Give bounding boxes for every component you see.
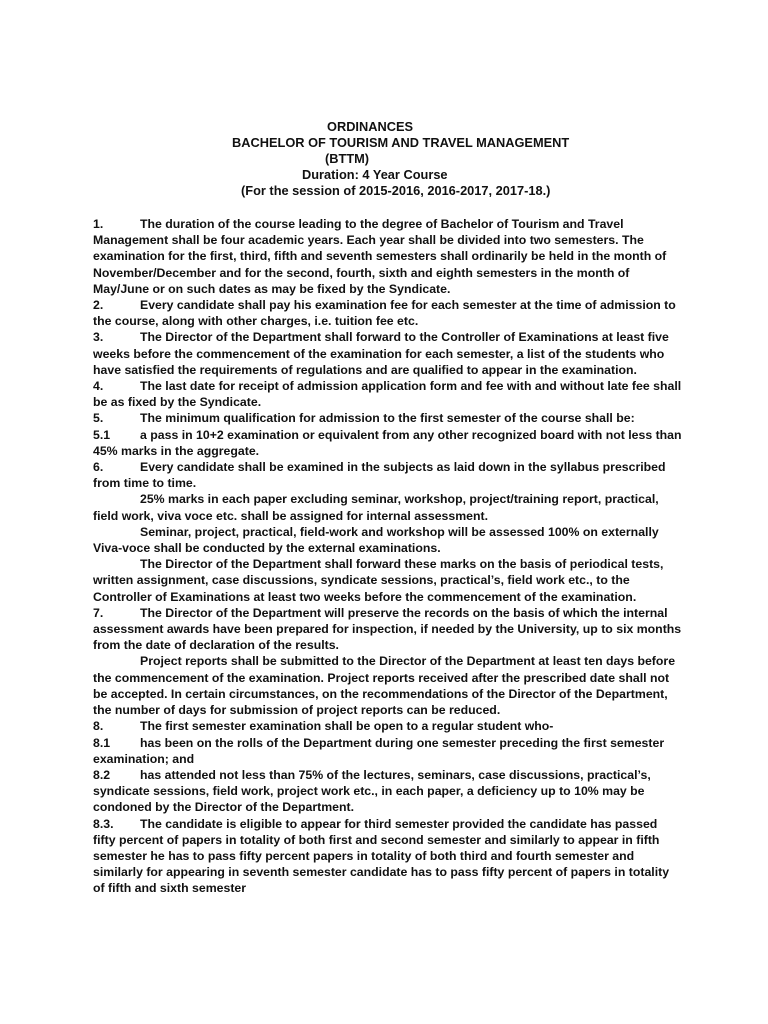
clause-text: has attended not less than 75% of the lectures, seminars, case discussions, practical’s, syndicate sessions, field work, project work etc., in each paper, a deficiency up to 10% may be condoned by the Director of the Department. [93, 767, 651, 815]
ordinance-clauses [93, 216, 683, 897]
clause-text: The Director of the Department will preserve the records on the basis of which the internal assessment awards have been prepared for inspection, if needed by the University, up to six months from the date of declaration of the results. [93, 605, 682, 653]
clause-5-1 [93, 427, 683, 459]
clause-6 [93, 459, 683, 491]
clause-text: Seminar, project, practical, field-work and workshop will be assessed 100% on externally Viva-voce shall be conducted by the external examinations. [93, 524, 659, 556]
clause-8 [93, 718, 683, 734]
clause-6-internal-assessment [93, 491, 683, 523]
clause-number: 5.1 [93, 427, 111, 442]
clause-number: 1. [93, 217, 104, 231]
clause-text: has been on the rolls of the Department during one semester preceding the first semester examination; and [93, 735, 665, 766]
clause-6-forward-marks [93, 556, 683, 605]
clause-number: 3. [93, 330, 104, 345]
clause-number: 7. [93, 605, 104, 620]
clause-text: The last date for receipt of admission application form and fee with and without late fee shall be as fixed by the Syndicate. [93, 379, 682, 410]
clause-6-external-assessment [93, 524, 683, 556]
clause-3 [93, 329, 683, 378]
clause-text: a pass in 10+2 examination or equivalent from any other recognized board with not less than 45% marks in the aggregate. [93, 427, 682, 458]
course-title: BACHELOR OF TOURISM AND TRAVEL MANAGEMENT [232, 135, 570, 150]
clause-text: The Director of the Department shall forward to the Controller of Examinations at least five weeks before the commencement of the examination for each semester, a list of the students who have satisfied the requirements of regulations and are qualified to appear in the examination. [93, 330, 669, 377]
clause-number: 8. [93, 719, 104, 734]
clause-2 [93, 297, 683, 329]
clause-text: The first semester examination shall be open to a regular student who- [140, 719, 554, 734]
clause-8-2 [93, 767, 683, 816]
clause-7-project-reports [93, 653, 683, 718]
clause-text: The minimum qualification for admission to the first semester of the course shall be: [140, 411, 635, 426]
clause-text: 25% marks in each paper excluding seminar, workshop, project/training report, practical, field work, viva voce etc. shall be assigned for internal assessment. [93, 492, 659, 523]
clause-text: Project reports shall be submitted to the Director of the Department at least ten days before the commencement of the examination. Project reports received after the prescribed date shall not be accepted. In certain circumstances, on the recommendations of the Director of the Department, the number of days for submission of project reports can be reduced. [93, 654, 676, 718]
clause-1 [93, 216, 683, 297]
clause-text: The candidate is eligible to appear for third semester provided the candidate has passed fifty percent of papers in totality of both first and second semester and similarly to appear in fifth semester he has to pass fifty percent papers in totality of both third and fourth semester and similarly for appearing in seventh semester candidate has to pass fifty percent of papers in totality of fifth and sixth semester [93, 816, 670, 896]
session-years: (For the session of 2015-2016, 2016-2017, 2017-18.) [241, 183, 551, 198]
clause-number: 5. [93, 411, 104, 426]
clause-8-3 [93, 816, 683, 897]
clause-8-1 [93, 735, 683, 767]
clause-number: 8.1 [93, 735, 111, 750]
clause-number: 8.3. [93, 816, 114, 831]
clause-number: 8.2 [93, 767, 111, 782]
clause-text: The Director of the Department shall forward these marks on the basis of periodical tests, written assignment, case discussions, syndicate sessions, practical’s, field work etc., to the Controller of Examinations at least two weeks before the commencement of the examination. [93, 557, 664, 604]
course-abbreviation: (BTTM) [325, 151, 370, 166]
ordinances-title: ORDINANCES [327, 119, 414, 134]
clause-4 [93, 378, 683, 410]
clause-text: The duration of the course leading to the degree of Bachelor of Tourism and Travel Management shall be four academic years. Each year shall be divided into two semesters. The examination for the first, third, fifth and seventh semesters shall ordinarily be held in the month of November/December and for the second, fourth, sixth and eighth semesters in the month of May/June or on such dates as may be fixed by the Syndicate. [93, 217, 667, 296]
clause-5 [93, 410, 683, 426]
clause-number: 2. [93, 298, 104, 313]
clause-number: 4. [93, 379, 104, 394]
clause-7 [93, 605, 683, 654]
clause-number: 6. [93, 460, 104, 475]
course-duration: Duration: 4 Year Course [302, 167, 448, 182]
clause-text: Every candidate shall pay his examination fee for each semester at the time of admission to the course, along with other charges, i.e. tuition fee etc. [93, 298, 676, 329]
clause-text: Every candidate shall be examined in the subjects as laid down in the syllabus prescribed from time to time. [93, 460, 666, 491]
